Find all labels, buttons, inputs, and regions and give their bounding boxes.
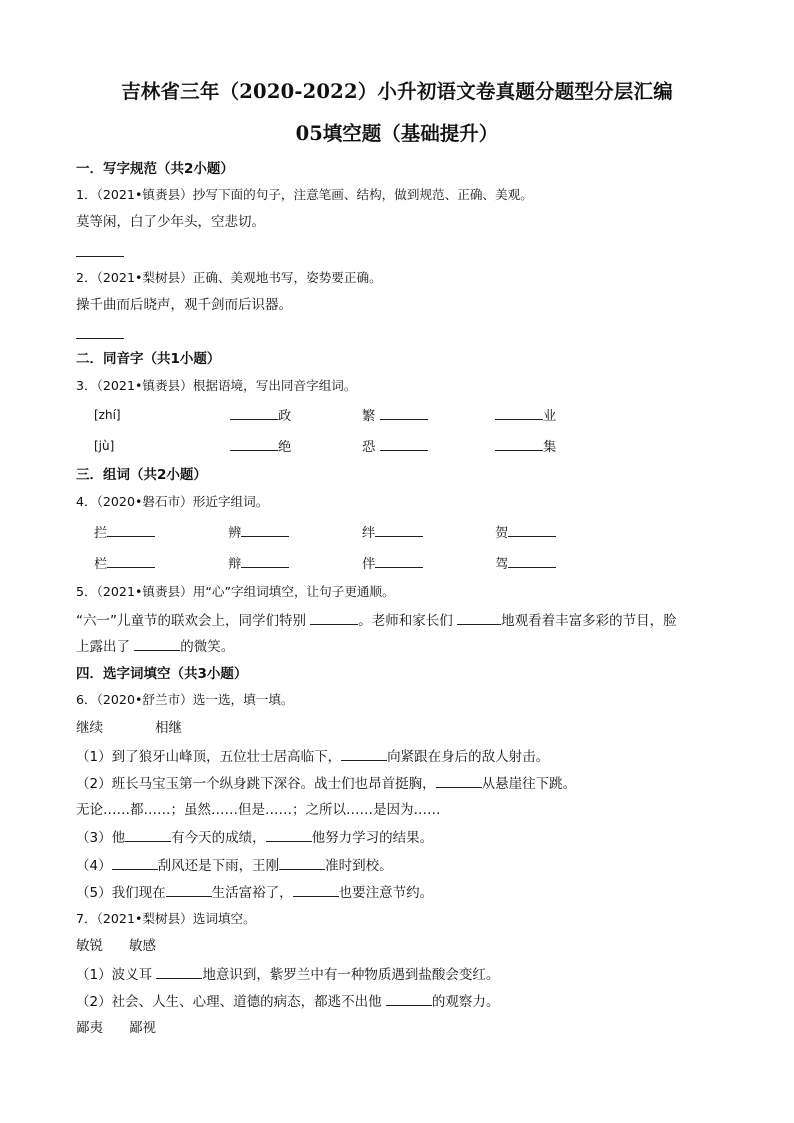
question-6-item-4 [76, 855, 393, 876]
text-segment: （2）社会、人生、心理、道德的病态，都逃不出他 [76, 994, 382, 1010]
question-7-prompt: 7．（2021•梨树县）选词填空。 [76, 911, 256, 926]
text-segment: 上露出了 [76, 639, 130, 655]
pinyin-label: [zhí] [94, 408, 121, 422]
answer-blank[interactable] [107, 553, 155, 568]
fill-cell [362, 553, 423, 575]
answer-blank[interactable] [375, 553, 423, 568]
text-segment: 的观察力。 [431, 994, 500, 1010]
answer-blank[interactable] [266, 827, 312, 842]
answer-blank[interactable] [293, 882, 339, 897]
cell-char: 集 [543, 440, 557, 455]
cell-char: 栏 [94, 557, 108, 572]
text-segment: 准时到校。 [325, 858, 393, 874]
word-choices [76, 1018, 156, 1038]
answer-blank[interactable] [508, 553, 556, 568]
answer-blank[interactable] [166, 882, 212, 897]
connector-choices: 无论……都……；虽然……但是……；之所以……是因为…… [76, 802, 441, 818]
text-segment: 地意识到，紫罗兰中有一种物质遇到盐酸会变红。 [202, 967, 500, 983]
cell-char: 驾 [495, 557, 509, 572]
fill-cell [228, 553, 289, 575]
word-choices [76, 718, 182, 738]
text-segment: 向紧跟在身后的敌人射击。 [387, 749, 550, 765]
document-title: 吉林省三年（2020-2022）小升初语文卷真题分题型分层汇编 [121, 80, 673, 103]
fill-cell [495, 405, 556, 427]
fill-cell [362, 405, 428, 427]
text-segment: 从悬崖往下跳。 [481, 776, 577, 792]
question-6-prompt: 6．（2020•舒兰市）选一选，填一填。 [76, 692, 294, 707]
cell-char: 伴 [362, 557, 376, 572]
answer-blank[interactable] [310, 610, 358, 625]
text-segment: 地观看着丰富多彩的节目，脸 [501, 613, 677, 629]
answer-blank[interactable] [107, 522, 155, 537]
pinyin-label: [jù] [94, 439, 115, 453]
fill-cell [362, 522, 423, 544]
text-segment: （2）班长马宝玉第一个纵身跳下深谷。战士们也昂首挺胸， [76, 776, 436, 792]
text-segment: 也要注意节约。 [338, 885, 434, 901]
cell-char: 绝 [278, 440, 292, 455]
text-segment: 生活富裕了， [211, 885, 293, 901]
word-choice: 相继 [155, 720, 182, 736]
text-segment: （1）到了狼牙山峰顶，五位壮士居高临下， [76, 749, 342, 765]
text-segment: 。老师和家长们 [358, 613, 453, 629]
text-segment: （3）他 [76, 830, 126, 846]
text-segment: “六一”儿童节的联欢会上，同学们特别 [76, 613, 306, 629]
fill-cell [362, 436, 428, 458]
answer-blank[interactable] [386, 991, 432, 1006]
cell-char: 辩 [228, 557, 242, 572]
answer-blank[interactable] [230, 436, 278, 451]
question-5-line-2 [76, 636, 234, 657]
cell-char: 辨 [228, 526, 242, 541]
answer-blank[interactable] [112, 855, 158, 870]
answer-blank[interactable] [380, 436, 428, 451]
text-segment: 有今天的成绩， [171, 830, 266, 846]
section-heading-1: 一．写字规范（共2小题） [76, 161, 234, 177]
question-3-prompt: 3．（2021•镇赉县）根据语境，写出同音字组词。 [76, 378, 357, 393]
answer-blank[interactable] [495, 405, 543, 420]
answer-blank[interactable] [241, 522, 289, 537]
answer-blank[interactable] [241, 553, 289, 568]
answer-blank[interactable] [375, 522, 423, 537]
question-5-prompt: 5．（2021•镇赉县）用“心”字组词填空，让句子更通顺。 [76, 584, 395, 599]
cell-char: 繁 [362, 409, 376, 424]
question-4-prompt: 4．（2020•磐石市）形近字组词。 [76, 494, 269, 509]
fill-cell [230, 405, 291, 427]
question-6-item-5 [76, 882, 433, 903]
answer-blank[interactable] [279, 855, 325, 870]
answer-blank[interactable] [230, 405, 278, 420]
fill-cell [94, 522, 155, 544]
text-segment: 的微笑。 [180, 639, 235, 655]
word-choices [76, 936, 156, 956]
answer-blank[interactable] [508, 522, 556, 537]
answer-blank[interactable] [134, 636, 180, 651]
word-choice: 敏锐 [76, 938, 103, 954]
question-1-prompt: 1．（2021•镇赉县）抄写下面的句子，注意笔画、结构，做到规范、正确、美观。 [76, 187, 533, 202]
fill-cell [94, 553, 155, 575]
word-choice: 继续 [76, 720, 103, 736]
answer-blank[interactable] [380, 405, 428, 420]
text-segment: （1）波义耳 [76, 967, 153, 983]
question-7-item-1 [76, 964, 499, 985]
fill-cell [495, 436, 556, 458]
question-6-item-2 [76, 773, 576, 794]
question-2-sentence: 操千曲而后晓声，观千剑而后识器。 [76, 297, 292, 313]
fill-cell [230, 436, 291, 458]
question-7-item-2 [76, 991, 499, 1012]
cell-char: 贺 [495, 526, 509, 541]
question-6-item-1 [76, 746, 549, 767]
fill-cell [495, 553, 556, 575]
question-2-answer-line[interactable] [76, 338, 124, 339]
cell-char: 政 [278, 409, 292, 424]
answer-blank[interactable] [125, 827, 171, 842]
text-segment: （4） [76, 858, 112, 874]
section-heading-4: 四．选字词填空（共3小题） [76, 666, 248, 682]
section-heading-3: 三．组词（共2小题） [76, 467, 207, 483]
section-heading-2: 二．同音字（共1小题） [76, 351, 221, 367]
document-subtitle: 05填空题（基础提升） [295, 122, 499, 145]
cell-char: 拦 [94, 526, 108, 541]
word-choice: 鄙视 [129, 1020, 156, 1036]
question-2-prompt: 2．（2021•梨树县）正确、美观地书写，姿势要正确。 [76, 270, 382, 285]
fill-cell [228, 522, 289, 544]
question-1-sentence: 莫等闲，白了少年头，空悲切。 [76, 214, 265, 230]
question-6-item-3 [76, 827, 433, 848]
fill-cell [495, 522, 556, 544]
text-segment: 刮风还是下雨，王刚 [157, 858, 280, 874]
word-choice: 敏感 [129, 938, 156, 954]
cell-char: 恐 [362, 440, 376, 455]
answer-blank[interactable] [436, 773, 482, 788]
answer-blank[interactable] [457, 610, 501, 625]
question-5-line-1 [76, 610, 677, 631]
cell-char: 绊 [362, 526, 376, 541]
cell-char: 业 [543, 409, 557, 424]
word-choice: 鄙夷 [76, 1020, 103, 1036]
answer-blank[interactable] [156, 964, 202, 979]
answer-blank[interactable] [495, 436, 543, 451]
text-segment: 他努力学习的结果。 [311, 830, 434, 846]
question-1-answer-line[interactable] [76, 256, 124, 257]
answer-blank[interactable] [341, 746, 387, 761]
text-segment: （5）我们现在 [76, 885, 166, 901]
